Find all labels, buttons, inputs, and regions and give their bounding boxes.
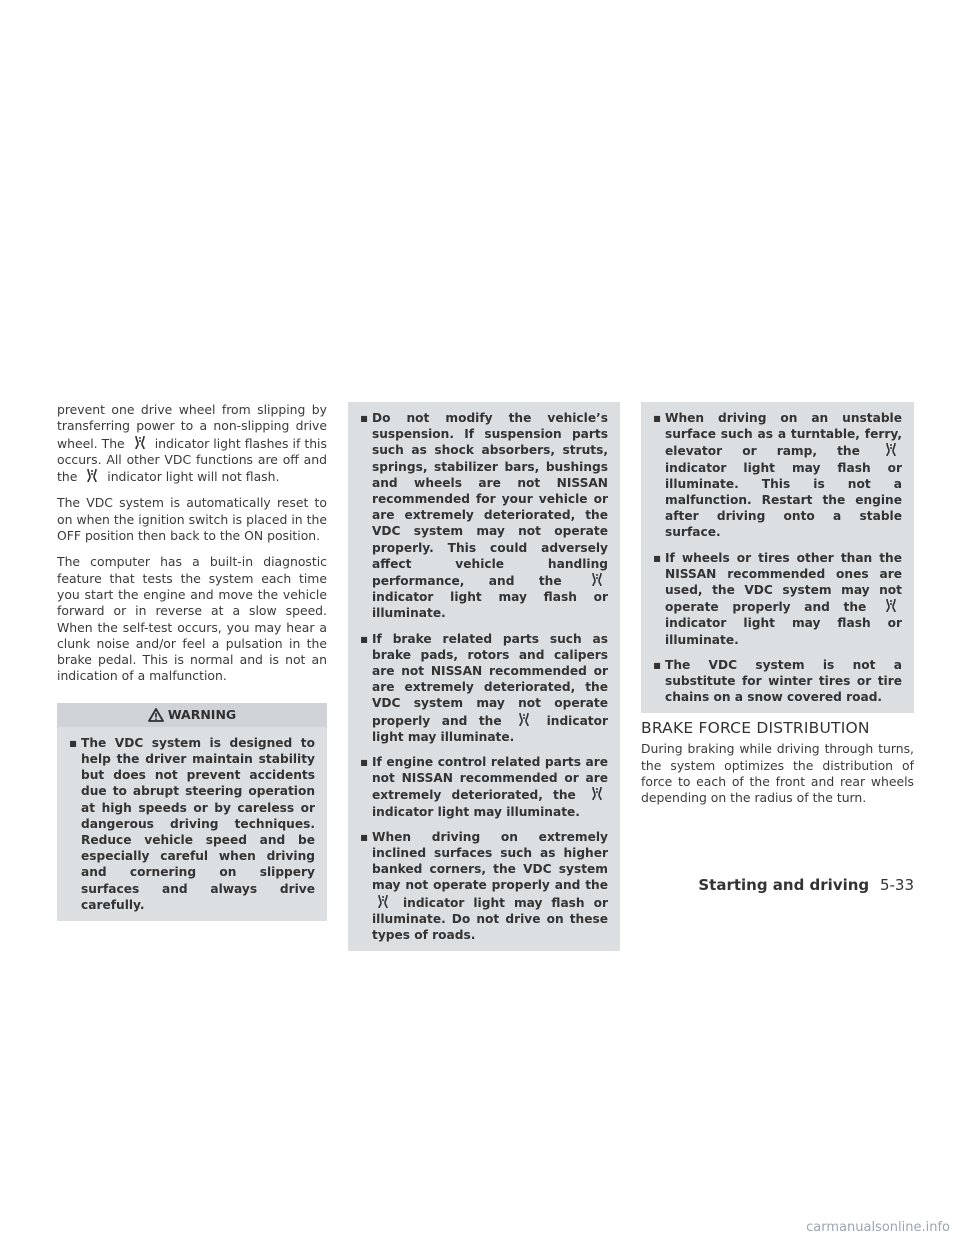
warning-box <box>57 703 327 921</box>
page-footer <box>698 876 914 894</box>
text: indicator light may flash or illuminate. This is not a malfunction. Restart the engine after driving onto a stable surface. <box>665 460 902 540</box>
text: When driving on an unstable surface such as a turntable, ferry, elevator or ramp, the <box>665 411 902 459</box>
bullet: ▪ <box>360 755 369 770</box>
text: The VDC system is designed to help the driver maintain stability but does not prevent accidents due to abrupt steering operation at high speeds or by careless or dangerous driving techniques. Reduce vehicle speed and be especially careful when driving and cornering on slippery surfaces and always drive carefully. <box>81 735 315 912</box>
warning-header <box>57 703 327 727</box>
text: indicator light flashes if this occurs. All other VDC functions are off and the <box>57 435 327 485</box>
vdc-off-indicator-icon <box>81 468 103 483</box>
paragraph-vdc-off <box>57 402 327 485</box>
watermark: carmanualsonline.info <box>806 1220 950 1235</box>
column-1 <box>57 402 327 921</box>
warning-title: WARNING <box>167 707 237 723</box>
caution-box-2 <box>641 402 914 713</box>
warning-list <box>57 727 327 921</box>
text: Do not modify the vehicle’s suspension. If suspension parts such as shock absorbers, struts, springs, stabilizer bars, bushings and wheels are not NISSAN recommended for your vehicle or are extremely deteriorated, the VDC system may not operate properly. This could adversely affect vehicle handling performance, and the <box>372 411 608 589</box>
caution-box-1 <box>348 402 620 951</box>
list-item <box>360 410 608 622</box>
text: If brake related parts such as brake pads, rotors and calipers are not NISSAN recommended or are extremely deteriorated, the VDC system may not operate properly and the <box>372 631 608 728</box>
paragraph-diagnostic: The computer has a built-in diagnostic feature that tests the system each time you start the engine and move the vehicle forward or in reverse at a slow speed. When the self-test occurs, you may hear a clunk noise and/or feel a pulsation in the brake pedal. This is normal and is not an indication of a malfunction. <box>57 554 327 684</box>
vdc-off-indicator-icon <box>129 435 151 450</box>
text: If wheels or tires other than the NISSAN recommended ones are used, the VDC system may not operate properly and the <box>665 550 902 615</box>
chapter-title: Starting and driving <box>698 876 870 894</box>
paragraph-reset: The VDC system is automatically reset to on when the ignition switch is placed in the OFF position then back to the ON position. <box>57 495 327 544</box>
warning-triangle-icon <box>148 708 164 722</box>
column-2 <box>348 402 620 951</box>
list-item <box>69 735 315 913</box>
bullet: ▪ <box>653 657 662 672</box>
text: indicator light may illuminate. <box>372 804 580 819</box>
vdc-off-indicator-icon <box>372 894 394 909</box>
list-item <box>653 550 902 648</box>
bullet: ▪ <box>653 550 662 565</box>
text: When driving on extremely inclined surfaces such as higher banked corners, the VDC system may not operate properly and the <box>372 829 608 893</box>
text: indicator light may illuminate. <box>372 713 609 744</box>
vdc-off-indicator-icon <box>586 572 608 587</box>
bullet: ▪ <box>360 411 369 425</box>
paragraph-brake-force: During braking while driving through turns, the system optimizes the distribution of force to each of the front and rear wheels depending on the radius of the turn. <box>641 741 914 806</box>
caution-list <box>348 402 620 951</box>
list-item <box>653 657 902 706</box>
vdc-off-indicator-icon <box>880 598 902 613</box>
vdc-off-indicator-icon <box>586 786 608 801</box>
text: The VDC system is not a substitute for winter tires or tire chains on a snow covered road. <box>665 657 902 705</box>
text: indicator light may flash or illuminate. <box>665 616 902 647</box>
column-3 <box>641 402 914 817</box>
bullet: ▪ <box>360 631 369 646</box>
text: prevent one drive wheel from slipping by transferring power to a non-slipping drive wheel. The <box>57 402 327 451</box>
bullet: ▪ <box>69 735 78 750</box>
page-number: 5-33 <box>879 876 914 894</box>
text: indicator light will not flash. <box>107 469 280 485</box>
caution-list <box>641 402 914 713</box>
vdc-off-indicator-icon <box>880 442 902 457</box>
text: If engine control related parts are not NISSAN recommended or are extremely deteriorated, the <box>372 755 608 803</box>
list-item <box>360 829 608 943</box>
text: indicator light may flash or illuminate. <box>372 590 608 621</box>
list-item <box>360 631 608 745</box>
bullet: ▪ <box>653 411 662 425</box>
vdc-off-indicator-icon <box>513 712 535 727</box>
bullet: ▪ <box>360 829 369 844</box>
list-item <box>653 410 902 541</box>
list-item <box>360 754 608 820</box>
text: indicator light may flash or illuminate. Do not drive on these types of roads. <box>372 895 608 943</box>
section-heading: BRAKE FORCE DISTRIBUTION <box>641 719 870 738</box>
